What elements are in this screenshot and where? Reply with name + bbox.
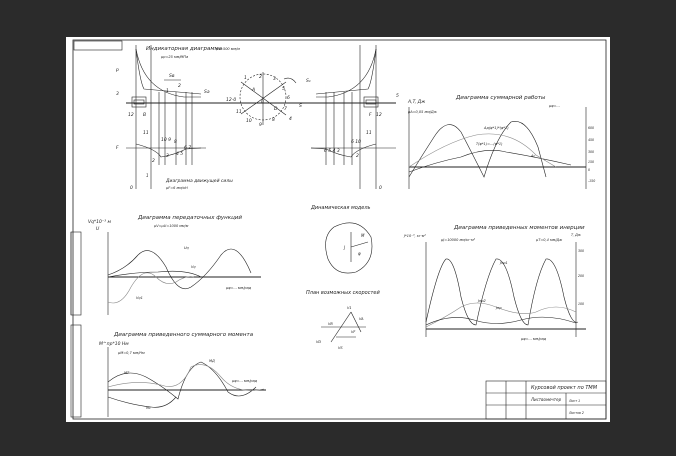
transfer-functions-diagram bbox=[71, 215, 261, 315]
inertia-tick: 200 bbox=[578, 274, 585, 278]
inertia-label-3: Jпр bbox=[496, 306, 502, 310]
point-1b: 1 bbox=[166, 89, 169, 94]
sb-label: Sв bbox=[169, 74, 175, 79]
indicator-scale-p: μp=25 мм/МПа bbox=[161, 55, 189, 59]
point-10: 10 9 bbox=[161, 138, 172, 143]
transfer-curve-vq1 bbox=[108, 271, 201, 277]
summary-tick: 600 bbox=[588, 126, 595, 130]
inertia-ylabel: J*10⁻³, кг·м² bbox=[404, 234, 426, 238]
indicator-scale-s: μs=500 мм/м bbox=[216, 47, 240, 51]
sheet-count: Листов 2 bbox=[569, 411, 584, 415]
point-3: 3 bbox=[116, 92, 119, 97]
side-stamp bbox=[71, 232, 81, 315]
transfer-ylabel2: U bbox=[96, 227, 100, 232]
crank-12-0: 12-0 bbox=[226, 98, 237, 103]
dyn-label-j: J bbox=[344, 245, 346, 250]
moment-scale: μM=0,7 мм/Нм bbox=[118, 351, 145, 355]
dynamic-model bbox=[310, 205, 372, 273]
indicator-curve-right2 bbox=[316, 49, 376, 97]
point-2r: 2 bbox=[356, 154, 359, 159]
corner-stamp bbox=[74, 41, 122, 50]
indicator-title: Индикаторная диаграмма bbox=[146, 46, 223, 52]
inertia-diagram bbox=[403, 225, 586, 341]
velocity-label: VA bbox=[359, 317, 364, 321]
crank-A: A bbox=[252, 88, 256, 93]
velocity-label: VF bbox=[351, 330, 356, 334]
inertia-tick: 100 bbox=[578, 302, 585, 306]
moment-title: Диаграмма приведенного суммарного момента bbox=[114, 332, 254, 338]
moment-label-3: MД bbox=[209, 359, 215, 363]
summary-curve-3 bbox=[409, 134, 556, 167]
crank-4: 4 bbox=[289, 117, 292, 122]
crank-7: 7 bbox=[284, 107, 287, 112]
moment-label-2: Mc bbox=[146, 406, 151, 410]
inertia-label-2: Jпр2 bbox=[478, 299, 486, 303]
inertia-scale: μJ=10000 мм/кг·м² bbox=[441, 238, 476, 242]
point-6r: 6 5 4 3 bbox=[324, 149, 340, 154]
inertia-ylabel2: T, Дж bbox=[571, 233, 581, 237]
summary-tick: -150 bbox=[588, 179, 596, 183]
velocity-plan bbox=[306, 290, 380, 350]
crank-10: 10 bbox=[246, 119, 252, 124]
velocity-label: V1 bbox=[347, 306, 352, 310]
crank-S: S bbox=[299, 104, 302, 109]
dyn-label-phi: φ bbox=[358, 251, 361, 256]
velocity-label: VS bbox=[338, 346, 343, 350]
summary-work-diagram bbox=[407, 95, 595, 189]
point-8: 8 bbox=[174, 140, 177, 145]
point-F: F bbox=[369, 113, 372, 118]
point-3b: 3 bbox=[166, 154, 169, 159]
doc-name: Листвомечтер bbox=[531, 397, 562, 402]
point-1: 1 bbox=[146, 173, 149, 178]
summary-curve-label-1: Aд(φ*1)*(φ*1) bbox=[484, 126, 509, 130]
title-block bbox=[486, 381, 606, 419]
crank-11: 11 bbox=[236, 110, 242, 115]
moment-label-1: MT bbox=[124, 371, 130, 375]
crank-3: 3 bbox=[273, 77, 276, 82]
dyn-label-m: M bbox=[361, 233, 365, 238]
moment-phi-scale: μφ=... мм/рад bbox=[232, 379, 258, 383]
point-11r: 11 bbox=[366, 131, 372, 136]
crank-6: 6 bbox=[287, 96, 290, 101]
point-0r: 0 bbox=[379, 186, 382, 191]
summary-scale-phi: μφ=... bbox=[549, 104, 560, 108]
point-Sr: S₁ bbox=[306, 79, 311, 84]
point-4: 4 5 bbox=[176, 152, 184, 157]
moment-curve-2 bbox=[108, 365, 264, 391]
force-title: Диаграмма движущей силы bbox=[166, 179, 233, 184]
crank-9: 9 bbox=[259, 123, 262, 128]
point-11: 11 bbox=[143, 131, 149, 136]
transfer-scale: μV=μU=1000 мм/м bbox=[154, 224, 189, 228]
inertia-tick: 300 bbox=[578, 249, 585, 253]
crank-8: 8 bbox=[272, 118, 275, 123]
velocity-label: VB bbox=[328, 322, 333, 326]
transfer-label-uq: Uq bbox=[184, 246, 189, 250]
point-0: 0 bbox=[130, 186, 133, 191]
drawing-sheet bbox=[66, 37, 610, 422]
summary-curve-label-2: T(φ*1)=...(φ*1) bbox=[476, 142, 503, 146]
point-10r: 6 10 bbox=[351, 140, 362, 145]
velocity-title: План возможных скоростей bbox=[306, 290, 380, 296]
dyn-arrow bbox=[351, 242, 368, 247]
summary-tick: 300 bbox=[588, 150, 595, 154]
transfer-ylabel: Vq*10⁻³ м bbox=[88, 220, 111, 225]
velocity-label: VD bbox=[316, 340, 322, 344]
crank-D: D bbox=[274, 107, 278, 112]
summary-tick: 0 bbox=[588, 168, 591, 172]
point-2: 2 bbox=[152, 159, 155, 164]
crank-2: 2 bbox=[259, 75, 262, 80]
crank-1: 1 bbox=[244, 76, 247, 81]
point-12: 12 bbox=[128, 113, 134, 118]
inertia-curve-3 bbox=[426, 317, 576, 325]
crank-0: 0 bbox=[261, 100, 264, 105]
moment-ylabel: M^пр*10 Нм bbox=[99, 342, 129, 347]
transfer-curve-uq bbox=[108, 249, 251, 289]
inertia-phi-scale: μφ=... мм/рад bbox=[521, 337, 547, 341]
inertia-label-1: Jпр1 bbox=[500, 261, 508, 265]
indicator-diagram bbox=[115, 45, 399, 191]
summary-tick: 150 bbox=[588, 160, 595, 164]
summary-curve-label-3: Ac bbox=[531, 154, 536, 158]
drawing-canvas bbox=[66, 37, 610, 422]
axis-p-label: p bbox=[116, 68, 119, 73]
dyn-title: Динамическая модель bbox=[311, 205, 371, 211]
summary-scale-a: μA=0,05 мм/Дж bbox=[408, 110, 437, 114]
moment-curve-3 bbox=[108, 397, 176, 407]
point-12r: 12 bbox=[376, 113, 382, 118]
summary-curve-1 bbox=[409, 121, 546, 177]
sheet-num: Лист 1 bbox=[569, 399, 581, 403]
transfer-phi-scale: μφ=... мм/рад bbox=[226, 286, 252, 290]
point-B: B bbox=[143, 113, 147, 118]
velocity-line bbox=[351, 312, 361, 332]
sa-label: Sа bbox=[204, 90, 210, 95]
summary-title: Диаграмма суммарной работы bbox=[456, 95, 546, 101]
inertia-curve-1 bbox=[426, 259, 578, 325]
point-6: 6 7 bbox=[184, 146, 192, 151]
side-stamp-2 bbox=[71, 325, 81, 417]
force-scale: μF=6 мм/кН bbox=[166, 186, 188, 190]
force-curve-right bbox=[311, 144, 376, 157]
summary-ylabel: A,T, Дж bbox=[408, 100, 426, 105]
point-2b: 2 bbox=[178, 84, 181, 89]
point-5: 5 bbox=[396, 94, 399, 99]
project-title: Курсовой проект по ТММ bbox=[531, 385, 598, 391]
transfer-title: Диаграмма передаточных функций bbox=[138, 215, 242, 221]
crank-5: 5 bbox=[282, 87, 285, 92]
dyn-body bbox=[326, 223, 372, 273]
inertia-scale2: μT=0,4 мм/Дж bbox=[536, 238, 563, 242]
inertia-title: Диаграмма приведенных моментов инерции bbox=[454, 225, 585, 231]
transfer-label-vq1: Vq1 bbox=[136, 296, 143, 300]
summary-tick: 450 bbox=[588, 138, 595, 142]
indicator-curve-right bbox=[316, 49, 376, 94]
axis-f-label: F bbox=[116, 146, 119, 151]
moment-diagram bbox=[71, 325, 266, 417]
transfer-label-vq: Vq bbox=[191, 265, 196, 269]
